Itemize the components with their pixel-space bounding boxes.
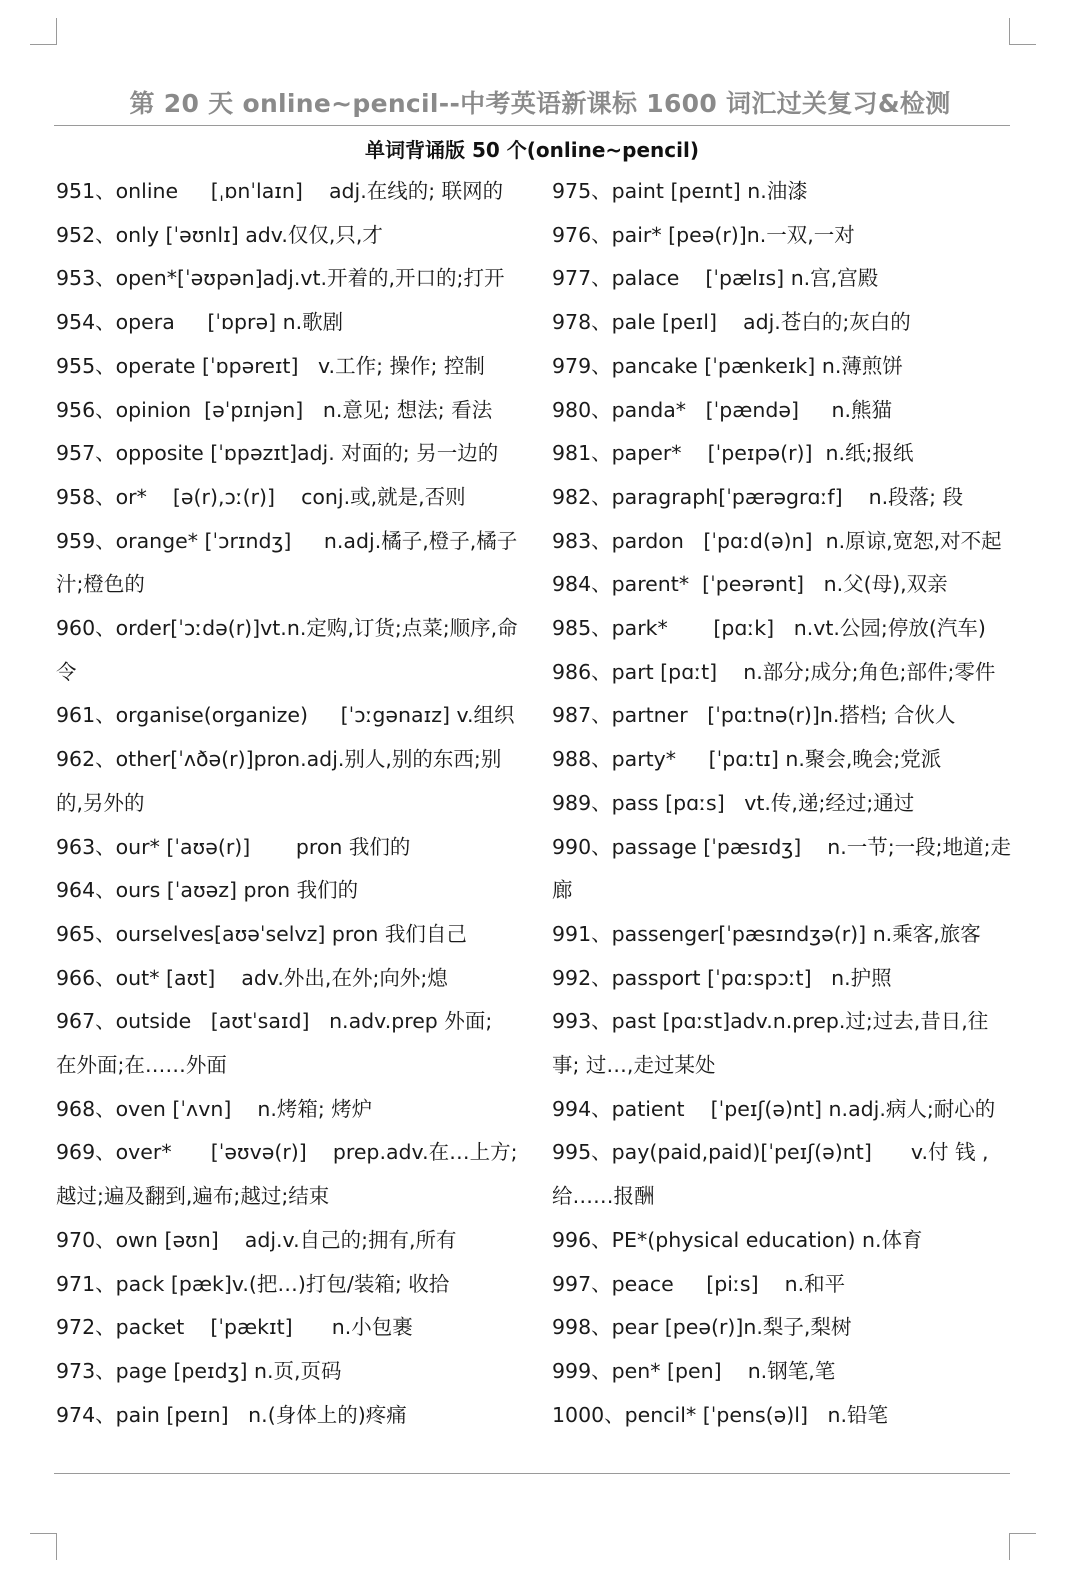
vocab-entry: 956、opinion [əˈpɪnjən] n.意见; 想法; 看法 [56,397,493,422]
vocab-entry: 986、part [pɑːt] n.部分;成分;角色;部件;零件 [552,659,996,684]
vocab-column-right [552,170,1014,1437]
vocab-entry: 982、paragraph[ˈpærəgrɑːf] n.段落; 段 [552,484,964,509]
crop-mark-bottom-right [1009,1533,1036,1560]
vocab-entry: 959、orange* [ˈɔrɪndʒ] n.adj.橘子,橙子,橘子汁;橙色的 [56,528,518,597]
vocab-entry: 996、PE*(physical education) n.体育 [552,1227,923,1252]
vocab-entry: 978、pale [peɪl] adj.苍白的;灰白的 [552,310,911,335]
vocab-entry: 967、outside [aʊtˈsaɪd] n.adv.prep 外面; 在外面;在……外面 [56,1009,493,1078]
vocab-entry: 951、online [ˌɒnˈlaɪn] adj.在线的; 联网的 [56,179,504,203]
vocab-entry: 983、pardon [ˈpɑːd(ə)n] n.原谅,宽恕,对不起 [552,528,1002,553]
vocab-entry: 963、our* [ˈaʊə(r)] pron 我们的 [56,834,411,859]
vocab-entry: 987、partner [ˈpɑːtnə(r)]n.搭档; 合伙人 [552,703,956,728]
document-title: 第 20 天 online~pencil--中考英语新课标 1600 词汇过关复习&检测 [129,89,951,118]
vocab-entry: 985、park* [pɑːk] n.vt.公园;停放(汽车) [552,616,986,641]
vocab-entry: 955、operate [ˈɒpəreɪt] v.工作; 操作; 控制 [56,353,485,378]
vocab-entry: 969、over* [ˈəʊvə(r)] prep.adv.在…上方;越过;遍及翻到,遍布;越过;结束 [56,1140,518,1209]
vocab-entry: 952、only [ˈəʊnlɪ] adv.仅仅,只,才 [56,222,383,247]
vocab-entry: 992、passport [ˈpɑːspɔːt] n.护照 [552,965,892,990]
vocab-entry: 975、paint [peɪnt] n.油漆 [552,179,808,203]
vocab-entry: 976、pair* [peə(r)]n.一双,一对 [552,222,855,247]
vocab-entry: 984、parent* [ˈpeərənt] n.父(母),双亲 [552,572,948,597]
vocab-entry: 964、ours [ˈaʊəz] pron 我们的 [56,878,359,903]
vocab-entry: 973、page [peɪdʒ] n.页,页码 [56,1358,342,1383]
vocab-entry: 998、pear [peə(r)]n.梨子,梨树 [552,1315,852,1340]
crop-mark-top-left [30,18,57,45]
vocab-entry: 961、organise(organize) [ˈɔːgənaɪz] v.组织 [56,703,515,728]
crop-mark-bottom-left [30,1533,57,1560]
vocab-entry: 980、panda* [ˈpændə] n.熊猫 [552,397,893,422]
vocab-entry: 977、palace [ˈpælɪs] n.宫,宫殿 [552,266,879,291]
vocab-entry: 971、pack [pæk]v.(把…)打包/装箱; 收拾 [56,1271,450,1296]
vocab-entry: 965、ourselves[aʊəˈselvz] pron 我们自己 [56,921,467,946]
footer-rule [54,1473,1010,1474]
vocab-entry: 970、own [əʊn] adj.v.自己的;拥有,所有 [56,1227,457,1252]
vocab-entry: 960、order[ˈɔːdə(r)]vt.n.定购,订货;点菜;顺序,命令 [56,616,518,684]
vocab-entry: 995、pay(paid,paid)[ˈpeɪʃ(ə)nt] v.付 钱 , 给……报酬 [552,1140,989,1209]
document-subtitle: 单词背诵版 50 个(online~pencil) [365,138,699,162]
vocab-entry: 994、patient [ˈpeɪʃ(ə)nt] n.adj.病人;耐心的 [552,1096,996,1121]
vocab-entry: 1000、pencil* [ˈpens(ə)l] n.铅笔 [552,1402,889,1427]
crop-mark-top-right [1009,18,1036,45]
vocab-column-left [56,170,518,1437]
vocab-entry: 953、open*[ˈəʊpən]adj.vt.开着的,开口的;打开 [56,266,505,291]
vocab-entry: 979、pancake [ˈpænkeɪk] n.薄煎饼 [552,353,903,378]
vocab-entry: 989、pass [pɑːs] vt.传,递;经过;通过 [552,790,915,815]
vocab-entry: 993、past [pɑːst]adv.n.prep.过;过去,昔日,往事; 过…,走过某处 [552,1009,989,1078]
vocab-entry: 999、pen* [pen] n.钢笔,笔 [552,1358,836,1383]
vocab-entry: 966、out* [aʊt] adv.外出,在外;向外;熄 [56,965,448,990]
vocab-entry: 981、paper* [ˈpeɪpə(r)] n.纸;报纸 [552,441,914,466]
vocab-entry: 958、or* [ə(r),ɔː(r)] conj.或,就是,否则 [56,484,466,509]
vocab-entry: 968、oven [ˈʌvn] n.烤箱; 烤炉 [56,1096,373,1121]
vocab-entry: 957、opposite [ˈɒpəzɪt]adj. 对面的; 另一边的 [56,441,499,466]
vocab-entry: 972、packet [ˈpækɪt] n.小包裹 [56,1315,413,1340]
vocab-entry: 962、other[ˈʌðə(r)]pron.adj.别人,别的东西;别的,另外的 [56,747,502,815]
vocab-entry: 991、passenger[ˈpæsɪndʒə(r)] n.乘客,旅客 [552,921,981,946]
header-rule [54,125,1010,126]
vocab-entry: 990、passage [ˈpæsɪdʒ] n.一节;一段;地道;走廊 [552,834,1011,903]
vocab-entry: 954、opera [ˈɒprə] n.歌剧 [56,310,344,335]
vocab-entry: 988、party* [ˈpɑːtɪ] n.聚会,晚会;党派 [552,747,942,772]
vocab-entry: 974、pain [peɪn] n.(身体上的)疼痛 [56,1402,407,1427]
vocab-entry: 997、peace [piːs] n.和平 [552,1271,846,1296]
